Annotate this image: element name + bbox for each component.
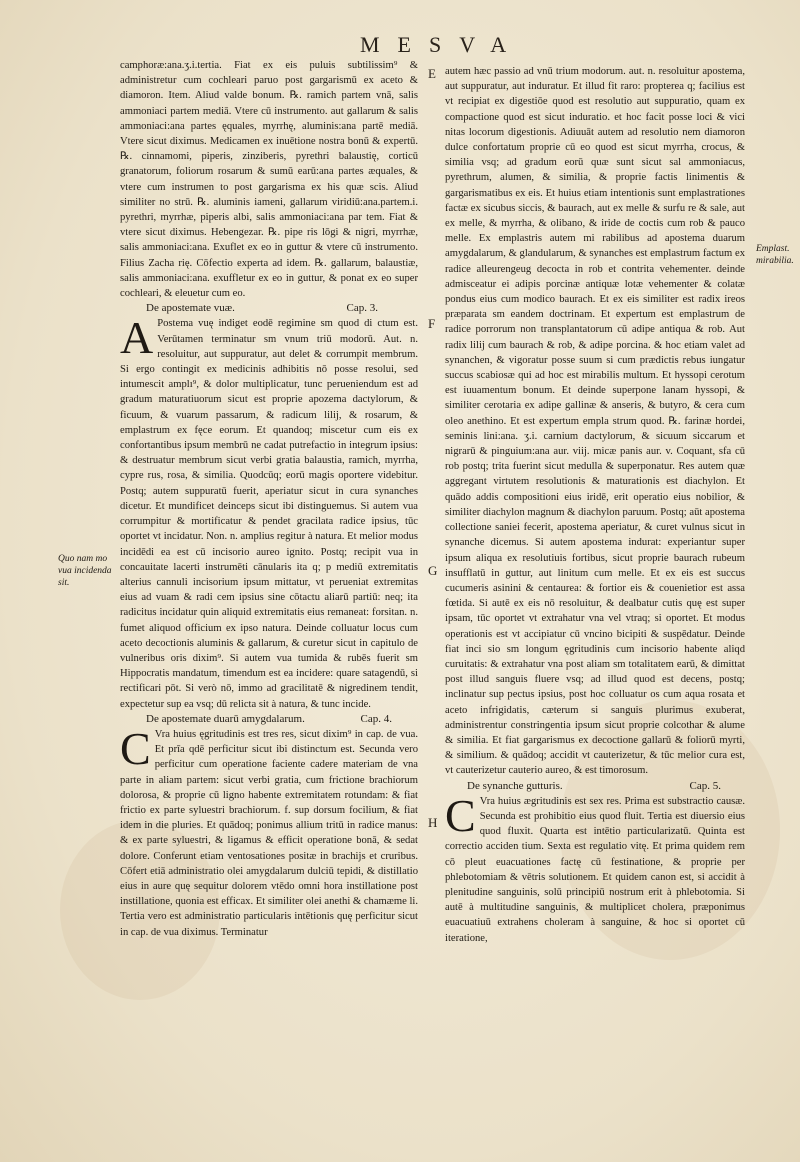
margin-letter-f: F bbox=[428, 316, 436, 331]
chapter-number: Cap. 3. bbox=[346, 302, 378, 315]
paragraph: camphoræ:ana.ʒ.i.tertia. Fiat ex eis puluis subtilissim⁹ & administretur cum cochleari paruo post gargarismū ex aceto & diamoron. Item. Aliud valde bonum. ℞. ramich partem vnā, salis ammoniaci partem mediā. Vtere cū instrumento. aut gallarum & salis ammoniaci:ana partes ęquales, myrrhę, aluminis:ana partē mediā. Vtere sicut diximus. Medicamen ex inuētione nostra bonū & expertū. ℞. cinnamomi, piperis, zinziberis, pyrethri balaustię, corticū granatorum, foliorum rosarum & sumū earū:ana partes æquales, & vtere cum instrumen to post gargarisma ex his quæ scis. Aliud similiter no strū. ℞. aluminis iameni, gallarum viridiū:ana.partem.i. pyrethri, myrrhæ, piperis albi, salis ammoniaci:ana par tem. Fiat & vtere sicut diximus. Hebengezar. ℞. pipe ris lōgi & nigri, myrrhæ, salis ammoniaci:ana. Exuflet ex eo in guttur & vtere cū instrumento. Filius Zacha rię. Cōfectio experta ad idem. ℞. gallarum, balaustiæ, salis ammoniaci:ana. exuffletur ex eo in guttur, & ponat ex eo super cochleari, & eleuetur cum eo. bbox=[120, 60, 418, 300]
chapter-title: De apostemate vuæ. bbox=[146, 302, 235, 315]
paragraph bbox=[445, 789, 745, 946]
chapter-heading bbox=[120, 712, 418, 727]
right-column bbox=[445, 64, 745, 946]
paragraph bbox=[120, 722, 418, 940]
chapter-title: De apostemate duarū amygdalarum. bbox=[146, 712, 305, 725]
left-column bbox=[120, 58, 418, 940]
chapter-title: De synanche gutturis. bbox=[467, 779, 563, 792]
paragraph bbox=[120, 312, 418, 711]
margin-letter-e: E bbox=[428, 66, 436, 81]
drop-capital: A bbox=[120, 312, 154, 364]
drop-capital: C bbox=[445, 789, 476, 841]
chapter-heading bbox=[445, 779, 745, 794]
chapter-number: Cap. 4. bbox=[360, 712, 392, 725]
chapter-heading bbox=[120, 301, 418, 316]
drop-capital: C bbox=[120, 722, 151, 774]
chapter-number: Cap. 5. bbox=[689, 779, 721, 792]
margin-letter-g: G bbox=[428, 563, 438, 578]
paragraph-text: Vra huius ægritudinis est sex res. Prima est substractio causæ. Secunda est prohibitio eius quod fluit. Tertia est diuersio eius quod fluxit. Quarta est intētio particularizatū. Quinta est correctio acciden tium. Sexta est regulatio vitę. Et prima quidem rem cō pleut euacuationes factę cū festinatione, & proprie per phlebotomiam & vētris solutionem. Et quidem canon est, si accidit à plenitudine sanguinis, solū principiū nostrum erit à phlebotomia. Si autē à multitudine sanguinis, & multiplicet cholera, præponimus euacuatiuū extrahens choleram à sanguine, & hoc si oportet cū iteratione, bbox=[445, 795, 745, 944]
running-header: MESVA bbox=[360, 32, 525, 57]
margin-note-left: Quo nam mo vua incidenda sit. bbox=[58, 554, 112, 588]
paragraph-text: Vra huius ęgritudinis est tres res, sicut dixim⁹ in cap. de vua. Et prīa qdē perficitur sicut ibi distinctum est. Secunda vero perficitur cum operatione faciente cadere materiam de vna parte in aliam partem: sicut verbi gratia, cum frictione brachiorum dolorosa, & proprie cū ligno habente extremitatem rotundam: & fiat frictio ex parte syluestri brachiorum. f. sup dorsum focilium, & fiat idem in die pluries. Et quādoq; ponimus allium tritū in radice manus: & ex parte syluestri, & ligamus & efficit operatione bonā, & sedat dolore. Conferunt etiam ventosationes positæ in brachijs et cruribus. Cōfert etiā administratio olei amygdalarum dulciū tepidi, & distillatio eius in aure quę sequitur dolorem vtēdo omni hora instillatione post instillatione, quonia est efficax. Et similiter olei anethi & chamæme li. Tertia vero est administratio particularis intētionis quę perficitur sicut in cap. de vua diximus. Terminatur bbox=[120, 728, 418, 938]
paragraph-text: Postema vuę indiget eodē regimine sm quod di ctum est. Verūtamen terminatur sm vnum triū modorū. Aut. n. resoluitur, aut suppuratur, aut delet & corrumpit membrum. Si ergo contingit ex medicinis adhibitis nō posse resolui, sed intumescit amplı⁹, & dolor multiplicatur, tunc perueniendum est ad gradum maturatiuorum sicut est proprie apozema dactylorum, & ficuum, & vuarum passarum, & radicum lilij, & rosarum, & emplastrum ex fęce eorum. Et quandoq; miscetur cum eis ex confortantibus ipsum membrū ne cadat putrefactio in integrum ipsius: & destruatur membrum sicut verbi gratia balaustia, ramich, myrrha, cypre rus, rosa, & similia. Quodcūq; eorū magis oportere videbitur. Postq; autem suppuratū fuerit, aperiatur sicut in cura synanches dicetur. Et mundificet deinceps sicut ibi distinguemus. Si autem vua corrumpitur & mortificatur & pendet gracilata radice ipsius, tūc oportet vt incidatur. Non. n. amplius regitur à natura. Et melior modus incidēdi ea est cū incisorio aureo ignito. Postq; recipit vua in concauitate lacerti instrumēti cānularis ita q; p mediū extremitatis alterius cannuli incisorium ipsum mittatur, vt perueniat extremitas eius ad vuam & radi cem ipsius sine cōtactu aliarū partiū: neq; ita radicitus incidatur quin aliquid extremitatis eius remaneat: forsitan. n. fumet aliquod officium ex ipso natura. Deinde colluatur locus cum aceto decoctionis aluminis & gallarum, & curetur sicut in capitulo de vulneribus oris dixim⁹. Si autem vua tumida & rubēs fuerit sm Hippocratis mandatum, timendum est ea incidere: quare satagendū, si rectificari pōt. Si verò nō, immo ad gracilitatē & nigredinem tendit, expectetur sup ea vsq; dū relicta sit à natura, & tunc incide. bbox=[120, 318, 418, 710]
margin-letter-h: H bbox=[428, 815, 438, 830]
margin-note-right: Emplast. mirabilia. bbox=[756, 244, 794, 266]
paragraph: autem hæc passio ad vnū trium modorum. aut. n. resoluitur apostema, aut suppuratur, aut induratur. Et illud fit raro: propterea q; facilius est vt recipiat ex digestiōe quod est resolutio aut suppuratio, quam ex compactione quod est sicut induratio. et hoc facit posse loci & vici nitas locorum digestionis. Adiuuāt autem ad resolutio nem diamoron dulce confortatum proprie cū eo quod est sicut myrrha, crocus, & similia vsq; ad gradum eorū quæ sunt sicut sal ammoniacus, pyrethrum, alumen, & similia, & proprie factis linimentis & gargarismatibus ex eis. Et huius etiam intentionis sunt emplastrationes factæ ex sicubus siccis, & baurach, aut ex melle & surfu re & sale, aut ex melle, & myrrha, & olibano, & iride de coctis cum rob & pauco melle. Ex emplastris autem mi rabilibus ad apostema duarum amygdalarum, & glandularum, & synanches est emplastrum factum ex radice alleurengeug decocta in rob et contrita vehementer. deinde admisceatur ei adipis porcinæ antiquæ lotæ vehementer & colatæ pondus eius cum modico baurach. Et ex eis similiter est radix ireos præparata sm eandem doctrinam. Et expertum est emplastrum de radice porrorum non transplantatorum cū adipe antiqua & rob. Aut radix lilij cum baurach & rob, & adipe porcina. & hoc etiam valet ad synanchen, & vigoratur posse suum si cum prædictis rebus iungatur succus scabiosæ qui ad hoc est mirabilis multum. Et hyssopi cerotum est iuuamentum bonum. Et deinde superpone lanam hyssopi, & similiter cerotaria ex adipe gallinæ & anseris, & butyro, & cera cum oleo anethino. Et est expertum empla strum quod. ℞. farinæ hordei, seminis lini:ana. ʒ.i. carnium dactylorum, & sicuum siccarum et nigrarū & pinguium:ana aur. viij. micæ panis aur. v. Coquant, sfa cū rob postq; trita fuerint sicut medulla & superponatur. Res autem quæ aggregant virtutem resolutionis & maturationis est diachylon. Et quādo addis compositioni eius iridē, erit operatio eius nobilior, & similiter diachylon magnum & diachylon paruum. Postq; aūt apostema collectione saniei fecerit, apostema aperiatur, & curet vulnus sicut in synanche dicemus. Si autem apostema indurat: experiantur super ipsum aliqua ex resolutiuis fortibus, sicut proprie baurach rubeum insufflatū in guttur, aut linitum cum melle. Et ex eis est succus cucumeris asinini & centaurea: & fortior eis & couenietior est assa fœtida. Si autē ex eis nō resoluitur, & dealbatur cutis quę est super ipsam, tūc oportet vt extrahatur vna vel vtraq; si oportet. Et modus operationis est vt accipiatur cū vncino bicipiti & suspēdatur. Deinde fiat inci sio sm longum ęgritudinis cum incisorio habente aliqd curuitatis: & extrahatur vna post aliam sm totalitatem earū, & dimittat post illud sanguis fluere vsq; ad illud quod est decens, postq; inclinatur sup pectus ipsius, post hoc colluatur os cum aqua rosata et aceto infrigidatis, cæterum si sanguis plurimus exuberat, administrentur constringentia ipsum sicut proprie colcothar & alume & similia. Et fiat gargarismus ex decoctione gallarū & foliorū myrti, & similium. & quādoq; accidit vt cauterizetur, & tūc melior cura est, vt cauterizetur cauterio aureo, & est timorosum. bbox=[445, 66, 745, 777]
